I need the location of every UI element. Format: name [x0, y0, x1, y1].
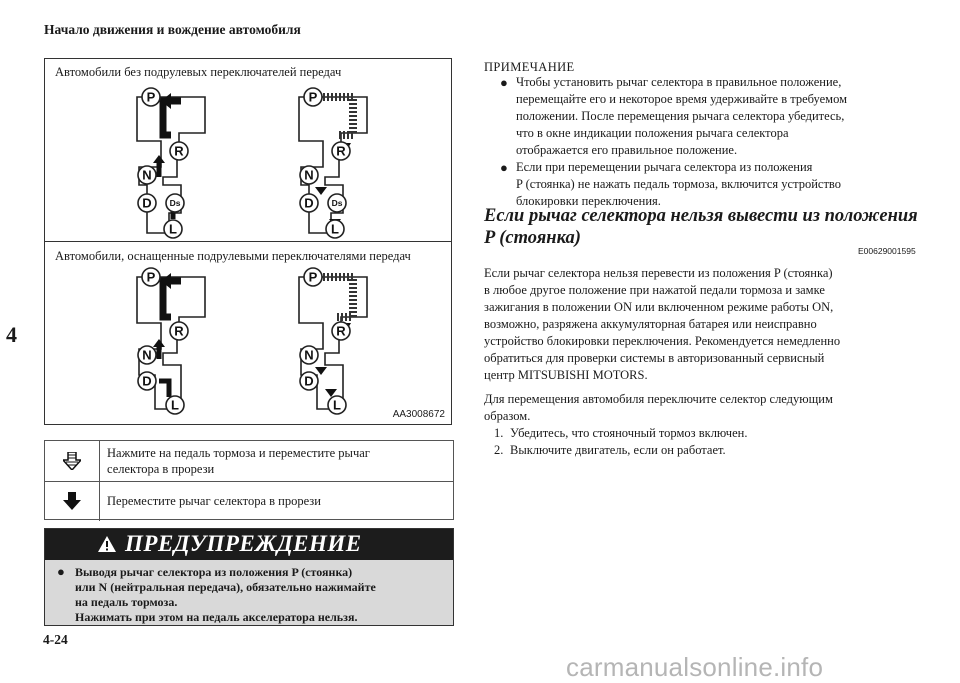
gate-text-d: D — [142, 195, 152, 211]
gate-text-p: P — [146, 89, 156, 105]
gate-text-d: D — [304, 195, 314, 211]
hatched-arrow-down-icon — [45, 441, 100, 481]
body-line: устройство блокировки переключения. Рекомендуется немедленно — [484, 334, 841, 348]
page-number: 4-24 — [43, 632, 68, 647]
chapter-tab: 4 — [6, 322, 17, 347]
shift-gate-diagram-solid — [133, 265, 213, 415]
step-text: Убедитесь, что стояночный тормоз включен. — [510, 426, 748, 440]
gate-text-n: N — [142, 167, 152, 183]
body-line: обратиться для проверки системы в авторизованный сервисный — [484, 351, 825, 365]
body-line: зажигания в положении ON или включенном режиме работы ON, — [484, 300, 834, 314]
body-line: Если рычаг селектора нельзя перевести из положения P (стоянка) — [484, 266, 833, 280]
arrow-legend-table — [44, 440, 454, 520]
gate-text-l: L — [333, 397, 341, 413]
legend-text: Нажмите на педаль тормоза и переместите рычаг селектора в прорези — [107, 446, 370, 476]
body-line: образом. — [484, 409, 531, 423]
note-line: что в окне индикации положения рычага селектора — [516, 126, 789, 140]
solid-arrow-down-icon — [45, 481, 100, 521]
legend-row — [45, 441, 453, 482]
shift-gate-diagram-hatched — [295, 265, 375, 415]
warning-title: ПРЕДУПРЕЖДЕНИЕ — [125, 531, 362, 556]
gate-text-l: L — [169, 221, 177, 237]
shift-gate-diagram-solid-ds — [133, 81, 213, 241]
warning-body — [45, 560, 453, 625]
figure-divider — [45, 241, 451, 242]
gate-text-l: L — [171, 397, 179, 413]
warning-line: Нажимать при этом на педаль акселератора нельзя. — [75, 610, 358, 624]
note-heading: ПРИМЕЧАНИЕ — [484, 60, 575, 74]
body-line: Для перемещения автомобиля переключите селектор следующим — [484, 392, 833, 406]
running-header: Начало движения и вождение автомобиля — [44, 22, 301, 37]
note-line: Чтобы установить рычаг селектора в правильное положение, — [516, 75, 842, 89]
gate-text-p: P — [308, 89, 318, 105]
note-line: положении. После перемещения рычага селектора убедитесь, — [516, 109, 845, 123]
gate-text-p: P — [308, 269, 318, 285]
note-line: Если при перемещении рычага селектора из положения — [516, 160, 813, 174]
warning-line: на педаль тормоза. — [75, 595, 178, 609]
body-line: центр MITSUBISHI MOTORS. — [484, 368, 648, 382]
section-code: E00629001595 — [858, 246, 916, 256]
note-bullet: ● — [500, 160, 508, 175]
shift-gate-figure — [44, 58, 452, 425]
note-line: P (стоянка) не нажать педаль тормоза, включится устройство — [516, 177, 841, 191]
gate-text-n: N — [304, 347, 314, 363]
gate-text-d: D — [142, 373, 152, 389]
body-line: возможно, разряжена аккумуляторная батарея или неисправно — [484, 317, 817, 331]
gate-text-r: R — [336, 323, 346, 339]
step-text: Выключите двигатель, если он работает. — [510, 443, 726, 457]
warning-line: Выводя рычаг селектора из положения P (стоянка) — [75, 565, 353, 579]
gate-text-r: R — [174, 143, 184, 159]
warning-box — [44, 528, 454, 626]
step-number: 1. — [494, 426, 504, 440]
gate-text-ds: Ds — [331, 198, 343, 208]
gate-text-n: N — [142, 347, 152, 363]
body-line: в любое другое положение при нажатой педали тормоза и замке — [484, 283, 825, 297]
gate-text-r: R — [336, 143, 346, 159]
gate-text-r: R — [174, 323, 184, 339]
gate-text-n: N — [304, 167, 314, 183]
watermark: carmanualsonline.info — [566, 652, 824, 682]
note-line: блокировки переключения. — [516, 194, 661, 208]
note-line: отображается его правильное положение. — [516, 143, 738, 157]
shift-gate-diagram-hatched-ds — [295, 81, 375, 241]
step-number: 2. — [494, 443, 504, 457]
warning-line: или N (нейтральная передача), обязательно нажимайте — [75, 580, 376, 594]
gate-text-d: D — [304, 373, 314, 389]
figure-caption-no-paddles: Автомобили без подрулевых переключателей передач — [55, 65, 342, 79]
legend-text: Переместите рычаг селектора в прорези — [107, 494, 321, 508]
figure-code: AA3008672 — [392, 409, 445, 420]
note-bullet: ● — [500, 75, 508, 90]
gate-text-ds: Ds — [169, 198, 181, 208]
note-line: перемещайте его и некоторое время удерживайте в требуемом — [516, 92, 848, 106]
gate-text-l: L — [331, 221, 339, 237]
legend-row — [45, 481, 453, 521]
warning-bullet: ● — [57, 564, 65, 579]
figure-caption-with-paddles: Автомобили, оснащенные подрулевыми переключателями передач — [55, 249, 411, 263]
gate-text-p: P — [146, 269, 156, 285]
warning-banner — [45, 529, 453, 560]
section-title: Если рычаг селектора нельзя вывести из положения P (стоянка) — [484, 206, 918, 248]
warning-triangle-icon — [97, 535, 117, 553]
